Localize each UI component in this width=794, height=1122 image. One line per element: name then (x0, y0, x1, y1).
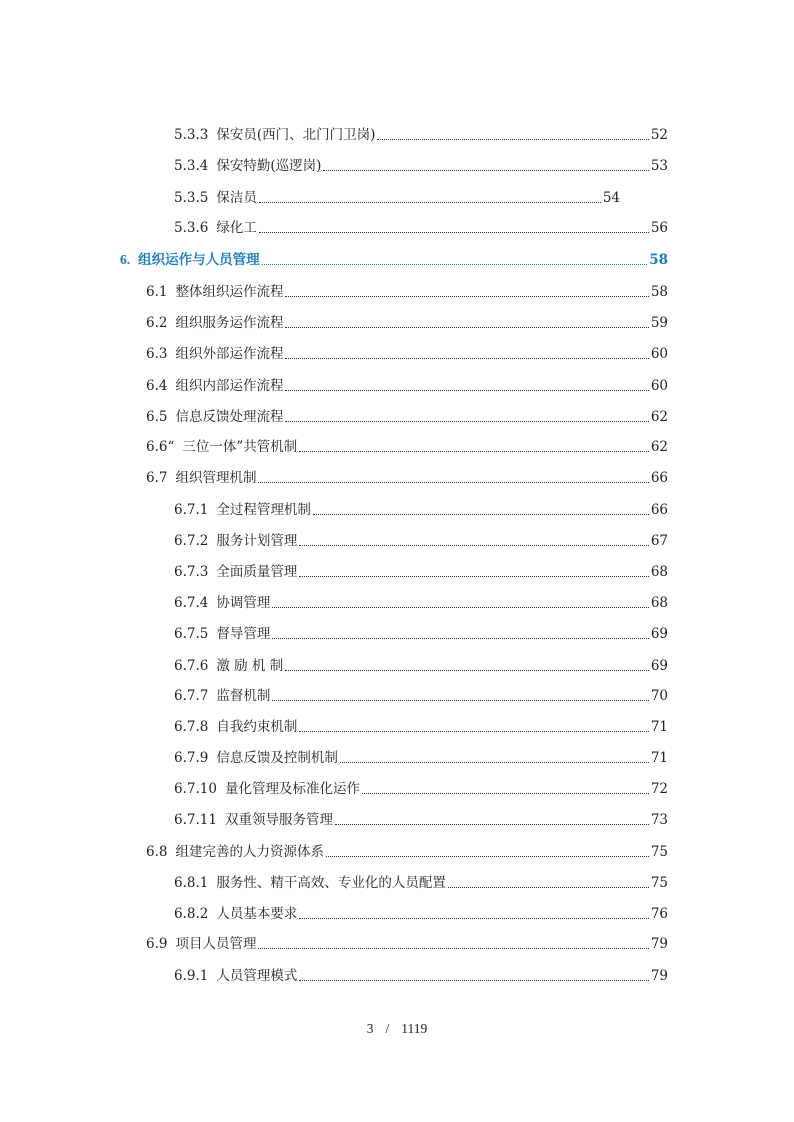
toc-page-number: 75 (650, 844, 668, 860)
toc-entry-number: 6. (120, 252, 131, 267)
toc-entry-label (146, 378, 283, 394)
toc-entry-number: 6.7.9 (174, 750, 209, 766)
toc-entry[interactable] (174, 746, 668, 766)
toc-entry-title: 人员管理模式 (216, 968, 298, 984)
toc-page-number: 68 (650, 564, 668, 580)
toc-entry-number: 5.3.5 (174, 190, 209, 206)
toc-entry-label (174, 688, 270, 704)
toc-entry-title: 信息反馈及控制机制 (216, 750, 338, 766)
toc-page-number: 71 (650, 750, 668, 766)
dot-leader (299, 544, 648, 546)
dot-leader (285, 295, 648, 297)
toc-entry[interactable] (174, 216, 668, 236)
toc-entry[interactable] (174, 560, 668, 580)
toc-entry-title: 组织管理机制 (175, 470, 257, 486)
toc-entry-label (174, 626, 270, 642)
toc-entry-number: 6.9.1 (174, 968, 209, 984)
toc-entry-title: 协调管理 (216, 595, 271, 611)
toc-entry-label (174, 812, 333, 828)
toc-entry[interactable] (174, 186, 620, 206)
toc-entry-number: 6.7.6 (174, 658, 209, 674)
dot-leader (258, 481, 648, 483)
toc-entry-label (174, 750, 338, 766)
toc-page-number: 60 (650, 378, 668, 394)
toc-entry[interactable] (146, 840, 668, 860)
toc-page-number: 79 (650, 968, 668, 984)
toc-entry-title: 整体组织运作流程 (175, 284, 284, 300)
dot-leader (448, 886, 649, 888)
toc-entry-label (174, 190, 257, 206)
toc-page-number: 58 (649, 252, 668, 268)
toc-entry-number: 5.3.6 (174, 220, 209, 236)
toc-page-number: 59 (650, 315, 668, 331)
toc-page-number: 72 (650, 781, 668, 797)
toc-chapter-entry[interactable] (120, 248, 668, 268)
dot-leader (299, 917, 648, 919)
toc-entry-label (174, 533, 297, 549)
dot-leader (313, 513, 649, 515)
toc-entry-label (120, 252, 260, 268)
toc-entry-title: 三位一体”共管机制 (182, 439, 298, 455)
toc-entry-title: 项目人员管理 (175, 936, 257, 952)
toc-entry-title: 组织服务运作流程 (175, 315, 284, 331)
toc-entry[interactable] (174, 777, 668, 797)
toc-entry-number: 6.2 (146, 315, 168, 331)
page-separator: / (385, 1021, 390, 1036)
toc-entry[interactable] (146, 280, 668, 300)
dot-leader (262, 263, 648, 265)
toc-entry-number: 6.7.3 (174, 564, 209, 580)
current-page-number: 3 (366, 1021, 374, 1036)
toc-entry[interactable] (146, 342, 668, 362)
toc-entry-number: 6.1 (146, 284, 168, 300)
toc-entry-title: 全面质量管理 (216, 564, 298, 580)
toc-entry-label (174, 127, 375, 143)
toc-entry-label (146, 315, 283, 331)
toc-page-number: 54 (602, 190, 620, 206)
toc-entry[interactable] (174, 871, 668, 891)
dot-leader (299, 979, 648, 981)
toc-entry[interactable] (146, 311, 668, 331)
toc-entry-title: 全过程管理机制 (216, 502, 311, 518)
toc-entry-title: 绿化工 (216, 220, 257, 236)
dot-leader (285, 389, 648, 391)
toc-entry-title: 组织外部运作流程 (175, 346, 284, 362)
dot-leader (335, 823, 649, 825)
toc-entry-title: 组织内部运作流程 (175, 378, 284, 394)
toc-entry-label (174, 595, 270, 611)
total-pages: 1119 (401, 1021, 428, 1036)
dot-leader (340, 761, 649, 763)
toc-entry-number: 6.7.7 (174, 688, 209, 704)
dot-leader (259, 201, 601, 203)
dot-leader (258, 947, 648, 949)
page-footer (0, 1021, 794, 1037)
toc-entry-label (174, 502, 311, 518)
toc-entry-title: 服务计划管理 (216, 533, 298, 549)
dot-leader (259, 231, 649, 233)
dot-leader (285, 326, 648, 328)
toc-entry-label (146, 346, 283, 362)
toc-entry-title: 组建完善的人力资源体系 (175, 844, 324, 860)
toc-entry-label (174, 875, 446, 891)
toc-entry-title: 人员基本要求 (216, 906, 298, 922)
toc-entry-number: 6.3 (146, 346, 168, 362)
toc-page-number: 69 (650, 626, 668, 642)
toc-entry-number: 6.7.10 (174, 781, 217, 797)
toc-entry-number: 6.7.2 (174, 533, 209, 549)
toc-page-number: 60 (650, 346, 668, 362)
dot-leader (299, 575, 648, 577)
toc-entry-title: 督导管理 (216, 626, 271, 642)
toc-entry-number: 6.7.11 (174, 812, 217, 828)
toc-page-number: 76 (650, 906, 668, 922)
toc-entry-number: 6.8.2 (174, 906, 209, 922)
toc-entry-label (146, 409, 283, 425)
toc-entry[interactable] (146, 435, 668, 455)
toc-entry[interactable] (146, 466, 668, 486)
toc-page-number: 68 (650, 595, 668, 611)
toc-entry[interactable] (174, 498, 668, 518)
toc-entry[interactable] (146, 374, 668, 394)
toc-entry-number: 6.5 (146, 409, 168, 425)
toc-page-number: 62 (650, 439, 668, 455)
toc-entry[interactable] (174, 964, 668, 984)
toc-page-number: 66 (650, 502, 668, 518)
toc-entry-label (174, 906, 297, 922)
toc-entry[interactable] (174, 715, 668, 735)
toc-entry-label (174, 781, 360, 797)
toc-entry-title: 服务性、精干高效、专业化的人员配置 (216, 875, 446, 891)
toc-entry-title: 保安特勤(巡逻岗) (216, 158, 322, 174)
toc-entry-number: 6.4 (146, 378, 168, 394)
toc-entry-title: 组织运作与人员管理 (138, 252, 260, 268)
dot-leader (285, 357, 648, 359)
toc-entry[interactable] (174, 654, 668, 674)
toc-entry-label (146, 936, 256, 952)
toc-entry-label (174, 158, 321, 174)
toc-entry-title: 保安员(西门、北门门卫岗) (216, 127, 376, 143)
toc-entry-number: 6.7 (146, 470, 168, 486)
toc-entry-number: 6.6“ (146, 439, 175, 455)
toc-entry[interactable] (174, 902, 668, 922)
toc-page-number: 79 (650, 936, 668, 952)
dot-leader (299, 730, 648, 732)
dot-leader (285, 420, 648, 422)
toc-page-number: 52 (650, 127, 668, 143)
toc-entry-title: 激 励 机 制 (216, 658, 284, 674)
toc-entry-label (174, 968, 297, 984)
toc-entry-title: 双重领导服务管理 (224, 812, 333, 828)
toc-entry-label (174, 658, 283, 674)
toc-entry-number: 6.8.1 (174, 875, 209, 891)
toc-entry-label (174, 719, 297, 735)
toc-entry-number: 6.8 (146, 844, 168, 860)
toc-entry[interactable] (174, 154, 668, 174)
toc-entry-title: 量化管理及标准化运作 (224, 781, 360, 797)
toc-entry[interactable] (174, 622, 668, 642)
toc-page-number: 53 (650, 158, 668, 174)
dot-leader (323, 169, 648, 171)
toc-entry-label (146, 844, 324, 860)
toc-entry[interactable] (146, 405, 668, 425)
dot-leader (362, 792, 649, 794)
toc-entry-label (174, 220, 257, 236)
toc-entry-number: 6.7.5 (174, 626, 209, 642)
toc-entry-number: 5.3.4 (174, 158, 209, 174)
toc-page-number: 73 (650, 812, 668, 828)
dot-leader (326, 855, 649, 857)
toc-entry-title: 保洁员 (216, 190, 257, 206)
toc-entry-label (146, 470, 256, 486)
toc-entry-label (174, 564, 297, 580)
toc-page-number: 62 (650, 409, 668, 425)
toc-entry-number: 5.3.3 (174, 127, 209, 143)
toc-page-number: 69 (650, 658, 668, 674)
toc-entry-number: 6.9 (146, 936, 168, 952)
toc-entry-number: 6.7.4 (174, 595, 209, 611)
toc-page-number: 71 (650, 719, 668, 735)
toc-entry-title: 监督机制 (216, 688, 271, 704)
dot-leader (299, 450, 649, 452)
dot-leader (285, 669, 649, 671)
toc-entry[interactable] (174, 684, 668, 704)
dot-leader (377, 138, 648, 140)
toc-entry[interactable] (174, 123, 668, 143)
toc-entry-number: 6.7.8 (174, 719, 209, 735)
toc-entry[interactable] (174, 529, 668, 549)
toc-entry-label (146, 439, 297, 455)
dot-leader (272, 699, 648, 701)
dot-leader (272, 606, 648, 608)
toc-page-number: 56 (650, 220, 668, 236)
toc-entry[interactable] (146, 932, 668, 952)
toc-page-number: 67 (650, 533, 668, 549)
toc-entry-title: 自我约束机制 (216, 719, 298, 735)
toc-entry[interactable] (174, 808, 668, 828)
toc-entry[interactable] (174, 591, 668, 611)
toc-entry-label (146, 284, 283, 300)
toc-entry-number: 6.7.1 (174, 502, 209, 518)
toc-entry-title: 信息反馈处理流程 (175, 409, 284, 425)
dot-leader (272, 637, 648, 639)
toc-page-number: 66 (650, 470, 668, 486)
toc-page-number: 58 (650, 284, 668, 300)
toc-page-number: 75 (650, 875, 668, 891)
toc-page-number: 70 (650, 688, 668, 704)
